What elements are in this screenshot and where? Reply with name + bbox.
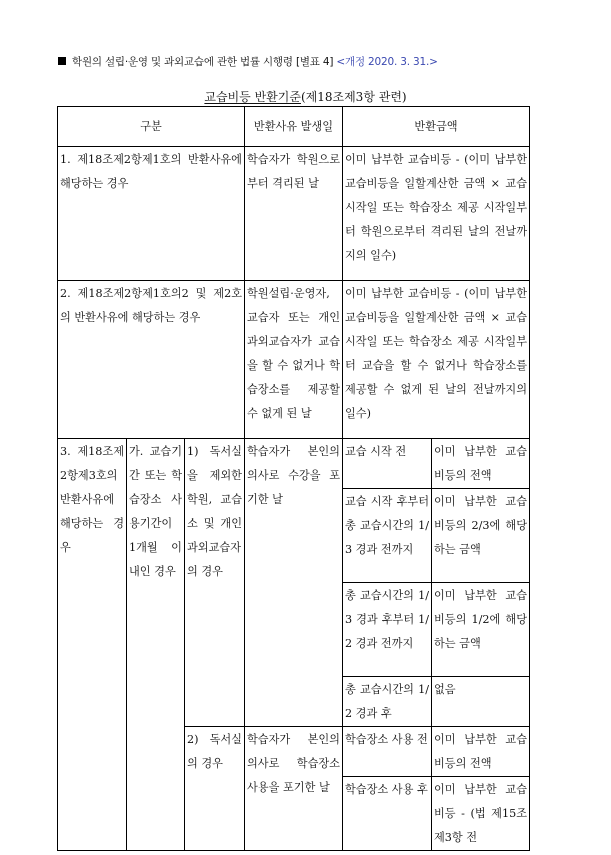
period-cell: 총 교습시간의 1/2 경과 후: [343, 677, 432, 727]
period-cell: 교습 시작 후부터 총 교습시간의 1/3 경과 전까지: [343, 489, 432, 583]
refund-table: [57, 106, 530, 851]
table-row: [58, 439, 530, 489]
header-text: 학원의 설립·운영 및 과외교습에 관한 법률 시행령 [별표 4]: [72, 56, 334, 68]
amount-cell: 이미 납부한 교습비등의 전액: [432, 727, 530, 777]
amount-cell: 이미 납부한 교습비등의 1/2에 해당하는 금액: [432, 583, 530, 677]
row3-sub-1-reason: 학습자가 본인의 의사로 수강을 포기한 날: [245, 439, 343, 727]
page-title: [0, 88, 611, 105]
period-cell: 총 교습시간의 1/3 경과 후부터 1/2 경과 전까지: [343, 583, 432, 677]
header-amount: 반환금액: [343, 107, 530, 147]
row3-sub-2-reason: 학습자가 본인의 의사로 학습장소 사용을 포기한 날: [245, 727, 343, 851]
header-reason: 반환사유 발생일: [245, 107, 343, 147]
row1-reason: 학습자가 학원으로부터 격리된 날: [245, 147, 343, 281]
amount-cell: 이미 납부한 교습비등의 2/3에 해당하는 금액: [432, 489, 530, 583]
row2-amount: 이미 납부한 교습비등 - (이미 납부한 교습비등을 일할계산한 금액 × 교습 시작일 또는 학습장소 제공 시작일부터 교습을 할 수 없거나 학습장소를 제공할 수 없게 된 날의 전날까지의 일수): [343, 281, 530, 439]
row2-category: 2. 제18조제2항제1호의2 및 제2호의 반환사유에 해당하는 경우: [58, 281, 245, 439]
table-row: [58, 147, 530, 281]
period-cell: 교습 시작 전: [343, 439, 432, 489]
row3-sub-a: 가. 교습기간 또는 학습장소 사용기간이 1개월 이내인 경우: [127, 439, 185, 851]
row2-reason: 학원설립·운영자, 교습자 또는 개인과외교습자가 교습을 할 수 없거나 학습장소를 제공할 수 없게 된 날: [245, 281, 343, 439]
header-category: 구분: [58, 107, 245, 147]
row3-sub-2: 2) 독서실의 경우: [185, 727, 245, 851]
period-cell: 학습장소 사용 전: [343, 727, 432, 777]
row1-amount: 이미 납부한 교습비등 - (이미 납부한 교습비등을 일할계산한 금액 × 교습 시작일 또는 학습장소 제공 시작일부터 학원으로부터 격리된 날의 전날까지의 일수): [343, 147, 530, 281]
period-cell: 학습장소 사용 후: [343, 777, 432, 851]
page-header: [58, 54, 438, 69]
title-suffix: (제18조제3항 관련): [300, 90, 407, 104]
amount-cell: 없음: [432, 677, 530, 727]
row1-category: 1. 제18조제2항제1호의 반환사유에 해당하는 경우: [58, 147, 245, 281]
header-row: [58, 107, 530, 147]
square-bullet-icon: [58, 57, 66, 65]
title-main: 교습비등 반환기준: [204, 90, 301, 104]
revision-note: <개정 2020. 3. 31.>: [336, 56, 438, 68]
row3-sub-1: 1) 독서실을 제외한 학원, 교습소 및 개인과외교습자의 경우: [185, 439, 245, 727]
row3-category: 3. 제18조제2항제3호의 반환사유에 해당하는 경우: [58, 439, 127, 851]
amount-cell: 이미 납부한 교습비등의 전액: [432, 439, 530, 489]
amount-cell: 이미 납부한 교습비등 - (법 제15조제3항 전: [432, 777, 530, 851]
table-row: [58, 281, 530, 439]
